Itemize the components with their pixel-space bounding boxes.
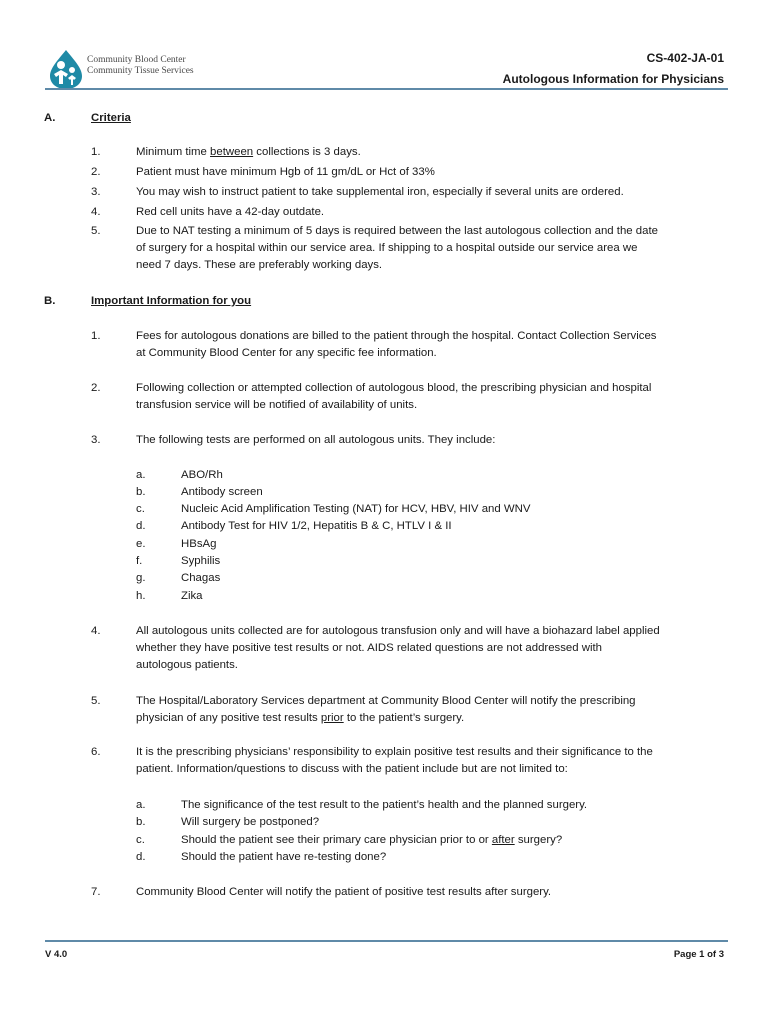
list-item: Following collection or attempted collection of autologous blood, the prescribing physician and hospital transfusion service will be notified of availability of units. — [136, 382, 652, 411]
list-item: Due to NAT testing a minimum of 5 days is required between the last autologous collection and the date of surgery for a hospital within our service area. If shipping to a hospital outside our service area we need 7 days. These are preferably working days. — [136, 225, 658, 271]
list-number: 2. — [91, 382, 101, 394]
test-item: Chagas — [181, 572, 221, 584]
sub-list-letter: b. — [136, 816, 146, 828]
discussion-item: Should the patient have re-testing done? — [181, 851, 387, 863]
list-number: 5. — [91, 695, 101, 707]
sub-list-letter: d. — [136, 520, 146, 532]
list-number: 2. — [91, 166, 101, 178]
list-number: 4. — [91, 625, 101, 637]
discussion-item: Will surgery be postponed? — [181, 816, 320, 828]
test-item: Zika — [181, 590, 203, 602]
test-item: ABO/Rh — [181, 469, 223, 481]
list-number: 3. — [91, 434, 101, 446]
list-number: 7. — [91, 886, 101, 898]
list-number: 5. — [91, 225, 101, 237]
sub-list-letter: f. — [136, 555, 143, 567]
sub-list-letter: c. — [136, 503, 145, 515]
sub-list-letter: d. — [136, 851, 146, 863]
discussion-item: Should the patient see their primary care physician prior to or after surgery? — [181, 834, 563, 846]
test-item: Nucleic Acid Amplification Testing (NAT) for HCV, HBV, HIV and WNV — [181, 503, 531, 515]
organization-logo — [44, 48, 194, 90]
list-item: Minimum time between collections is 3 days. — [136, 146, 361, 158]
blood-drop-people-icon — [44, 48, 86, 90]
section-a-title: Criteria — [91, 112, 131, 124]
version-label: V 4.0 — [45, 949, 68, 960]
list-item: Community Blood Center will notify the patient of positive test results after surgery. — [136, 886, 552, 898]
discussion-item: The significance of the test result to the patient’s health and the planned surgery. — [181, 799, 588, 811]
list-item: All autologous units collected are for autologous transfusion only and will have a biohazard label applied whether they have positive test results or not. AIDS related questions are not addressed with autologous patients. — [136, 625, 660, 671]
test-item: Antibody screen — [181, 486, 263, 498]
sub-list-letter: e. — [136, 538, 146, 550]
list-number: 1. — [91, 146, 101, 158]
list-item: You may wish to instruct patient to take supplemental iron, especially if several units are ordered. — [136, 186, 624, 198]
list-item: The following tests are performed on all autologous units. They include: — [136, 434, 496, 446]
sub-list-letter: a. — [136, 469, 146, 481]
list-item: Fees for autologous donations are billed to the patient through the hospital. Contact Collection Services at Community Blood Center for any specific fee information. — [136, 330, 657, 359]
sub-list-letter: b. — [136, 486, 146, 498]
list-item: It is the prescribing physicians’ responsibility to explain positive test results and their significance to the patient. Information/questions to discuss with the patient include but are not limited to: — [136, 746, 653, 775]
logo-wordmark: Community Blood Center Community Tissue Services — [87, 55, 194, 76]
header-divider — [45, 88, 728, 90]
list-number: 1. — [91, 330, 101, 342]
footer-divider — [45, 940, 728, 942]
sub-list-letter: h. — [136, 590, 146, 602]
list-number: 3. — [91, 186, 101, 198]
sub-list-letter: c. — [136, 834, 145, 846]
sub-list-letter: a. — [136, 799, 146, 811]
section-b-title: Important Information for you — [91, 295, 252, 307]
test-item: HBsAg — [181, 538, 217, 550]
test-item: Antibody Test for HIV 1/2, Hepatitis B & C, HTLV I & II — [181, 520, 452, 532]
section-b-letter: B. — [44, 295, 56, 307]
test-item: Syphilis — [181, 555, 221, 567]
list-number: 6. — [91, 746, 101, 758]
section-a-letter: A. — [44, 112, 56, 124]
sub-list-letter: g. — [136, 572, 146, 584]
document-id: CS-402-JA-01 — [646, 51, 724, 65]
list-item: The Hospital/Laboratory Services department at Community Blood Center will notify the prescribing physician of any positive test results prior to the patient’s surgery. — [136, 695, 636, 724]
page-number: Page 1 of 3 — [673, 949, 724, 960]
list-item: Patient must have minimum Hgb of 11 gm/dL or Hct of 33% — [136, 166, 435, 178]
list-item: Red cell units have a 42-day outdate. — [136, 206, 325, 218]
document-title: Autologous Information for Physicians — [502, 72, 724, 86]
list-number: 4. — [91, 206, 101, 218]
